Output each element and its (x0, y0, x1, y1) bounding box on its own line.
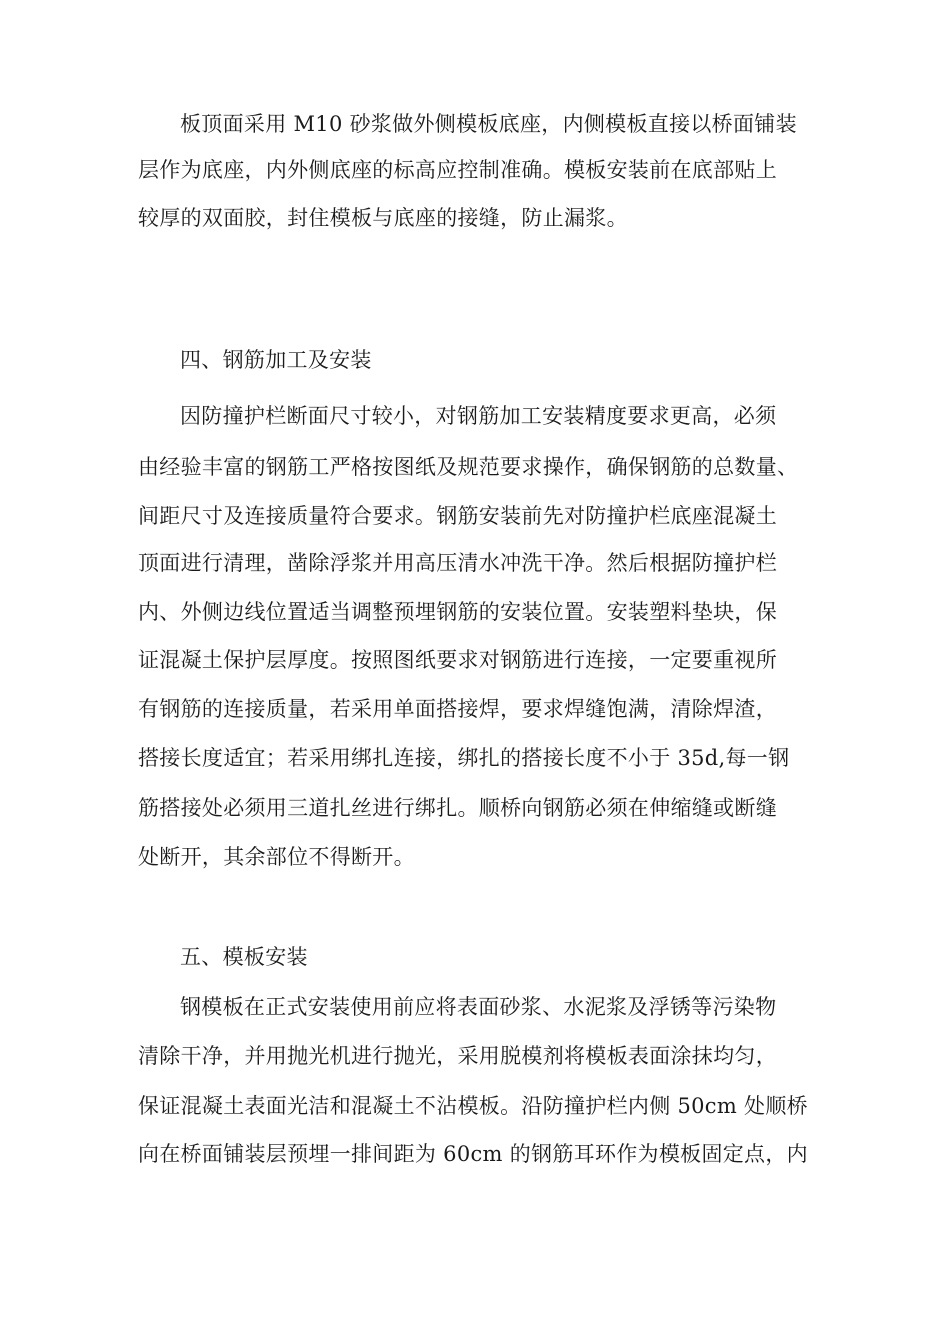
paragraph-line: 间距尺寸及连接质量符合要求。钢筋安装前先对防撞护栏底座混凝土 (138, 504, 777, 528)
section-heading: 四、钢筋加工及安装 (180, 348, 372, 372)
paragraph-line: 向在桥面铺装层预埋一排间距为 60cm 的钢筋耳环作为模板固定点，内 (138, 1142, 808, 1166)
paragraph-line: 清除干净，并用抛光机进行抛光，采用脱模剂将模板表面涂抹均匀， (138, 1044, 777, 1068)
paragraph-line: 搭接长度适宜；若采用绑扎连接，绑扎的搭接长度不小于 35d,每一钢 (138, 746, 790, 770)
paragraph-line: 证混凝土保护层厚度。按照图纸要求对钢筋进行连接，一定要重视所 (138, 648, 777, 672)
paragraph-line: 处断开，其余部位不得断开。 (138, 845, 415, 869)
paragraph-line: 层作为底座，内外侧底座的标高应控制准确。模板安装前在底部贴上 (138, 158, 777, 182)
paragraph-line: 内、外侧边线位置适当调整预埋钢筋的安装位置。安装塑料垫块，保 (138, 600, 777, 624)
paragraph-line: 有钢筋的连接质量，若采用单面搭接焊，要求焊缝饱满，清除焊渣， (138, 697, 777, 721)
paragraph-line: 较厚的双面胶，封住模板与底座的接缝，防止漏浆。 (138, 206, 628, 230)
paragraph-line: 因防撞护栏断面尺寸较小，对钢筋加工安装精度要求更高，必须 (180, 404, 777, 428)
paragraph-line: 钢模板在正式安装使用前应将表面砂浆、水泥浆及浮锈等污染物 (180, 995, 777, 1019)
paragraph-line: 顶面进行清理，凿除浮浆并用高压清水冲洗干净。然后根据防撞护栏 (138, 551, 777, 575)
paragraph-line: 筋搭接处必须用三道扎丝进行绑扎。顺桥向钢筋必须在伸缩缝或断缝 (138, 796, 777, 820)
paragraph-line: 保证混凝土表面光洁和混凝土不沾模板。沿防撞护栏内侧 50cm 处顺桥 (138, 1094, 808, 1118)
paragraph-line: 由经验丰富的钢筋工严格按图纸及规范要求操作，确保钢筋的总数量、 (138, 455, 799, 479)
section-heading: 五、模板安装 (180, 945, 308, 969)
paragraph-line: 板顶面采用 M10 砂浆做外侧模板底座，内侧模板直接以桥面铺装 (180, 112, 797, 136)
